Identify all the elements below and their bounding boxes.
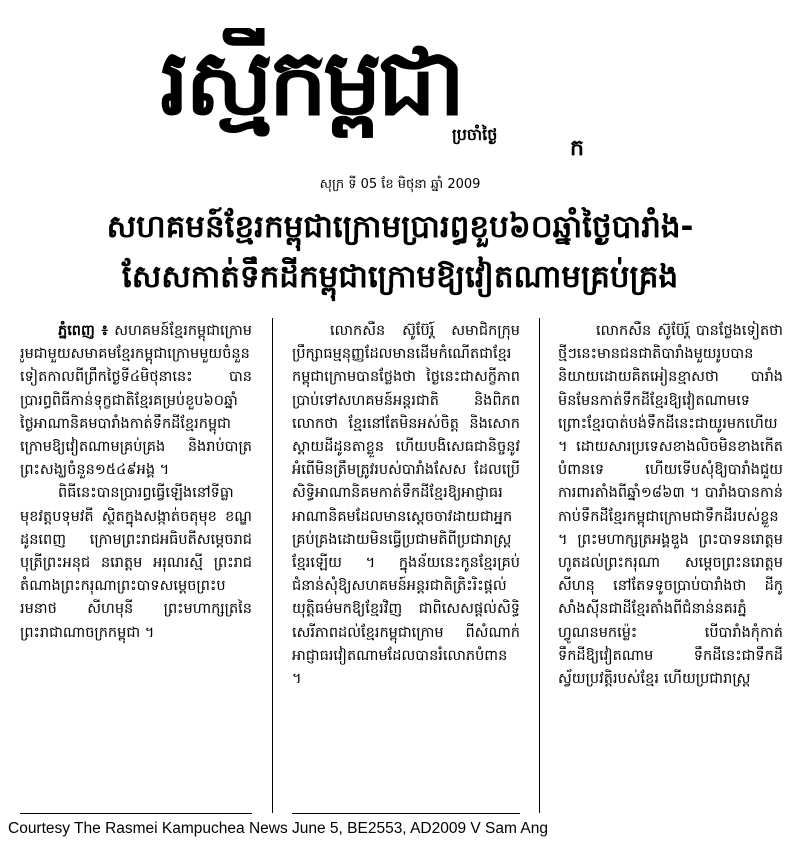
article-paragraph: ពិធីនេះបានប្រារព្ធធ្វើឡើងនៅទីធ្លាមុខវត្តបទុមវតី ស្ថិតក្នុងសង្កាត់ចតុមុខ ខណ្ឌដូនពេញ ក្រោមព្រះរាជអធិបតីសម្តេចរាជបុត្រីព្រះអនុជ នរោត្តម អរុណរស្មី ព្រះរាជតំណាងព្រះករុណាព្រះបាទសម្តេចព្រះបរមនាថ សីហមុនី ព្រះមហាក្សត្រនៃព្រះរាជាណាចក្រកម្ពុជា ។	[20, 485, 252, 641]
credit-line: Courtesy The Rasmei Kampuchea News June 5, BE2553, AD2009 V Sam Ang	[8, 820, 548, 837]
headline	[40, 202, 760, 302]
column-divider-1	[272, 318, 273, 813]
article-column-2	[292, 320, 520, 810]
masthead	[160, 6, 630, 161]
article-text: សហគមន៍ខ្មែរកម្ពុជាក្រោម រួមជាមួយសមាគមខ្មែរកម្ពុជាក្រោមមួយចំនួនទៀតកាលពីព្រឹកថ្ងៃទី៤មិថុនានេះ បានប្រារព្ធពិធីកាន់ទុក្ខជាតិខ្មែរគម្រប់ខួប៦០ឆ្នាំ ថ្ងៃអាណានិគមបារាំងកាត់ទឹកដីខ្មែរកម្ពុជាក្រោមឱ្យវៀតណាមគ្រប់គ្រង និងរាប់បាត្រព្រះសង្ឃចំនួន១៥៤៩អង្គ ។	[20, 323, 252, 479]
column-divider-2	[539, 318, 540, 813]
article-column-3	[558, 320, 783, 810]
article-paragraph	[20, 320, 252, 482]
dateline: សុក្រ ទី 05 ខែ មិថុនា ឆ្នាំ 2009	[319, 177, 481, 192]
masthead-mark: ក	[570, 136, 584, 161]
article-paragraph: លោកសឺន ស៊ូប៊ែរ្ត៍ សមាជិកក្រុមប្រឹក្សាធម្មនុញ្ញដែលមានដើមកំណើតជាខ្មែរកម្ពុជាក្រោមបានថ្លែងថា ថ្ងៃនេះជាសក្ខីភាពប្រាប់ទៅសហគមន៍អន្តរជាតិ និងពិភពលោកថា ខ្មែរនៅតែមិនអស់ចិត្ត និងសោកស្តាយដីដូនតាខ្លួន ហើយបងិសេធជានិច្ចនូវអំពើមិនត្រឹមត្រូវរបស់បារាំងសែស ដែលប្រើសិទ្ធិអាណានិគមកាត់ទឹកដីខ្មែរឱ្យអាជ្ញាធរអាណានិគមដែលមានស្តេចចាវដាយជាអ្នកគ្រប់គ្រងដោយមិនធ្វើប្រជាមតិពីប្រជារាស្ត្រខ្មែរឡើយ ។ ក្នុងន័យនេះកូនខ្មែរគ្រប់ជំនាន់សុំឱ្យសហគមន៍អន្តរជាតិត្រិះរិះផ្តល់យុត្តិធម៌មកឱ្យខ្មែរវិញ ជាពិសេសផ្តល់សិទ្ធិសេរីភាពដល់ខ្មែរកម្ពុជាក្រោម ពីសំណាក់អាជ្ញាធរវៀតណាមដែលបានរំលោភបំពាន ។	[292, 323, 520, 688]
headline-line-2: សែសកាត់ទឹកដីកម្ពុជាក្រោមឱ្យវៀតណាមគ្រប់គ្រង	[121, 259, 679, 295]
column-bottom-rule-1	[20, 813, 252, 814]
column-bottom-rule-2	[292, 813, 520, 814]
article-lead: ភ្នំពេញ ៖	[58, 323, 108, 339]
article-paragraph: លោកសឺន ស៊ូប៊ែរ្ត៍ បានថ្លែងទៀតថា ថ្មីៗនេះមានជនជាតិបារាំងមួយរូបបាននិយាយដោយគិតអៀនខ្មាសថា បារាំងមិនមែនកាត់ទឹកដីខ្មែរឱ្យវៀតណាមទេ ព្រោះខ្មែរបាត់បង់ទឹកដីនេះជាយូរមកហើយ ។ ដោយសារប្រទេសខាងលិចមិនខាងកើតបំពានទេ ហើយទើបសុំឱ្យបារាំងជួយការពារតាំងពីឆ្នាំ១៨៦៣ ។ បារាំងបានកាន់កាប់ទឹកដីខ្មែរកម្ពុជាក្រោមជាទឹកដីរបស់ខ្លួន ។ ព្រះមហាក្សត្រអង្គឌួង ព្រះបាទនរោត្តម ហូតដល់ព្រះករុណា សម្តេចព្រះនរោត្តម សីហនុ នៅតែទទូចប្រាប់បារាំងថា ដីកូសាំងស៊ីនជាដីខ្មែរតាំងពីជំនាន់នគរភ្នំ ហ្វូណនមកម៉្លេះ បើបារាំងកុំកាត់ទឹកដីឱ្យវៀតណាម ទឹកដីនេះជាទឹកដីស្វ័យប្រវត្តិរបស់ខ្មែរ ហើយប្រជារាស្ត្រ	[558, 323, 783, 688]
article-column-1	[20, 320, 252, 810]
masthead-title: រស្មីកម្ពុជា	[160, 29, 462, 136]
headline-line-1: សហគមន៍ខ្មែរកម្ពុជាក្រោមប្រារព្ធខួប៦០ឆ្នាំថ្ងៃបារាំង-	[106, 209, 694, 245]
masthead-tagline: ប្រចាំថ្ងៃ	[452, 125, 498, 144]
